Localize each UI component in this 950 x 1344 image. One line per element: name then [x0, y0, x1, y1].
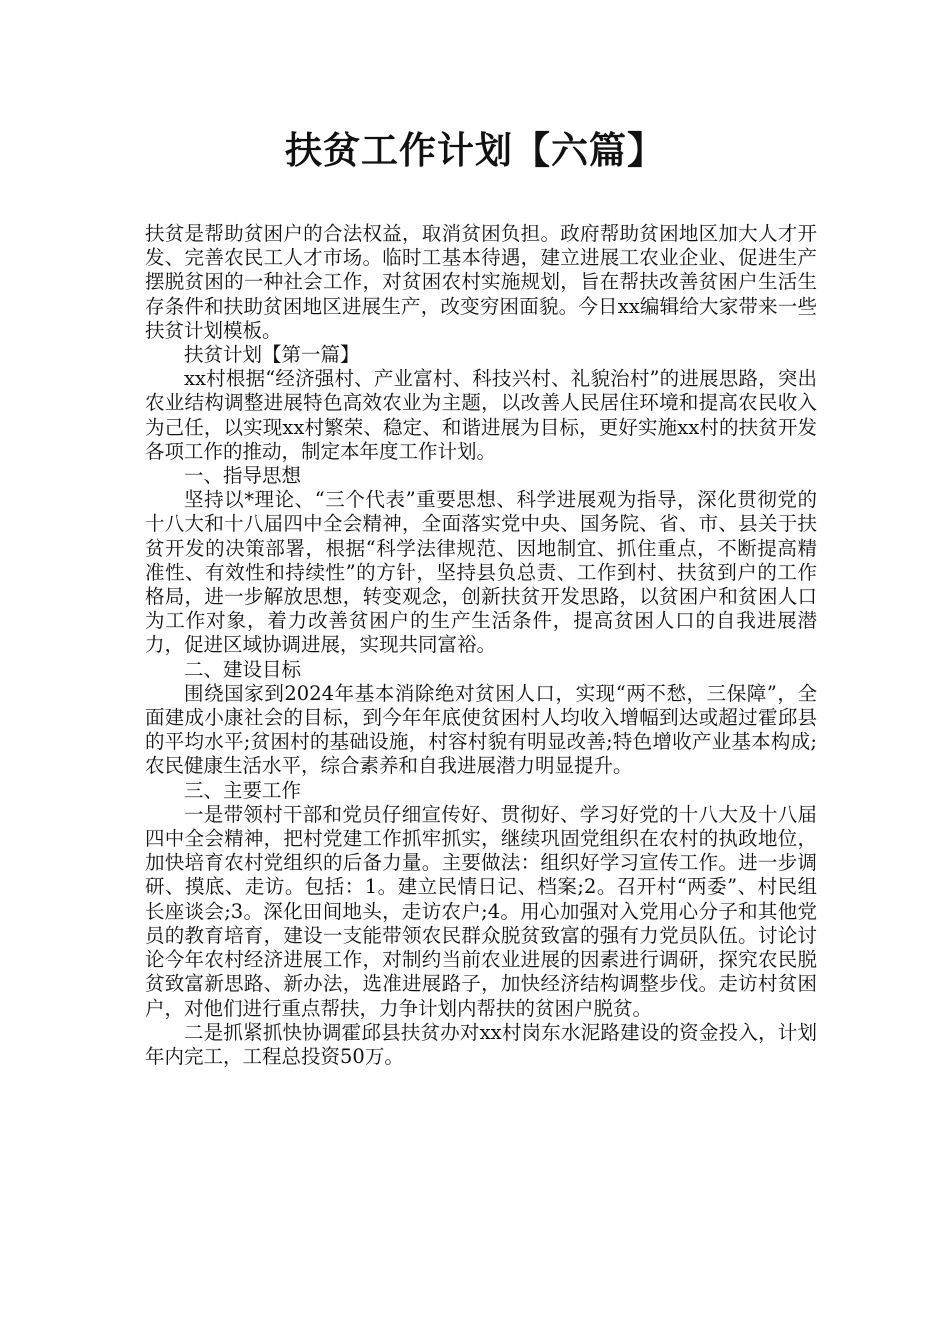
- body-paragraph: 一是带领村干部和党员仔细宣传好、贯彻好、学习好党的十八大及十八届四中全会精神，把村党建工作抓牢抓实，继续巩固党组织在农村的执政地位，加快培育农村党组织的后备力量。主要做法：组织好学习宣传工作。进一步调研、摸底、走访。包括：1。建立民情日记、档案;2。召开村“两委”、村民组长座谈会;3。深化田间地头，走访农户;4。用心加强对入党用心分子和其他党员的教育培育，建设一支能带领农民群众脱贫致富的强有力党员队伍。讨论讨论今年农村经济进展工作，对制约当前农业进展的因素进行调研，探究农民脱贫致富新思路、新办法，选准进展路子，加快经济结构调整步伐。走访村贫困户，对他们进行重点帮扶，力争计划内帮扶的贫困户脱贫。: [145, 802, 817, 1020]
- body-paragraph: xx村根据“经济强村、产业富村、科技兴村、礼貌治村”的进展思路，突出农业结构调整进展特色高效农业为主题，以改善人民居住环境和提高农民收入为己任，以实现xx村繁荣、稳定、和谐进展为目标，更好实施xx村的扶贫开发各项工作的推动，制定本年度工作计划。: [145, 367, 817, 463]
- section-heading-guiding-ideology: 一、指导思想: [184, 464, 302, 488]
- body-paragraph: 围绕国家到2024年基本消除绝对贫困人口，实现“两不愁，三保障”，全面建成小康社会的目标，到今年年底使贫困村人均收入增幅到达或超过霍邱县的平均水平;贫困村的基础设施，村容村貌有明显改善;特色增收产业基本构成;农民健康生活水平，综合素养和自我进展潜力明显提升。: [145, 681, 817, 778]
- section-heading-part-one: 扶贫计划【第一篇】: [184, 343, 360, 367]
- body-paragraph: 二是抓紧抓快协调霍邱县扶贫办对xx村岗东水泥路建设的资金投入，计划年内完工，工程总投资50万。: [145, 1020, 817, 1068]
- section-heading-goals: 二、建设目标: [184, 657, 302, 681]
- body-paragraph: 坚持以*理论、“三个代表”重要思想、科学进展观为指导，深化贯彻党的十八大和十八届四中全会精神，全面落实党中央、国务院、省、市、县关于扶贫开发的决策部署，根据“科学法律规范、因地制宜、抓住重点，不断提高精准性、有效性和持续性”的方针，坚持县负总责、工作到村、扶贫到户的工作格局，进一步解放思想，转变观念，创新扶贫开发思路，以贫困户和贫困人口为工作对象，着力改善贫困户的生产生活条件，提高贫困人口的自我进展潜力，促进区域协调进展，实现共同富裕。: [145, 488, 817, 657]
- intro-paragraph: 扶贫是帮助贫困户的合法权益，取消贫困负担。政府帮助贫困地区加大人才开发、完善农民工人才市场。临时工基本待遇，建立进展工农业企业、促进生产摆脱贫困的一种社会工作，对贫困农村实施规划，旨在帮扶改善贫困户生活生存条件和扶助贫困地区进展生产，改变穷困面貌。今日xx编辑给大家带来一些扶贫计划模板。: [145, 222, 817, 342]
- document-title: 扶贫工作计划【六篇】: [285, 129, 665, 172]
- section-heading-main-work: 三、主要工作: [184, 778, 302, 802]
- document-body: [145, 222, 817, 1069]
